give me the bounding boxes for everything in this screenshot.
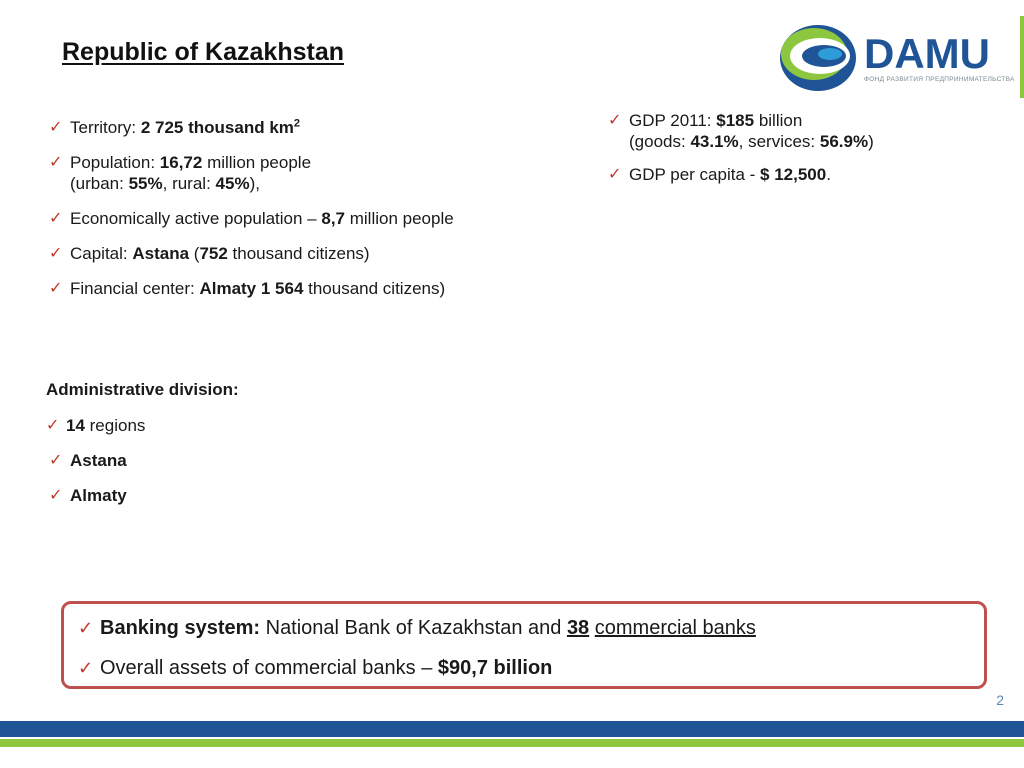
admin-division-heading: Administrative division: xyxy=(46,380,239,399)
list-item-bank-assets: ✓ Overall assets of commercial banks – $90,7 billion xyxy=(78,657,553,679)
footer-green-bar xyxy=(0,739,1024,747)
checkmark-icon: ✓ xyxy=(49,280,63,297)
checkmark-icon: ✓ xyxy=(49,154,63,171)
logo-wordmark: DAMU xyxy=(864,30,990,77)
checkmark-icon: ✓ xyxy=(49,245,63,262)
list-item-astana: ✓ Astana xyxy=(49,451,127,470)
list-item-gdp-per-capita: ✓ GDP per capita - $ 12,500. xyxy=(608,165,831,184)
checkmark-icon: ✓ xyxy=(78,658,94,678)
checkmark-icon: ✓ xyxy=(46,417,60,434)
slide-title: Republic of Kazakhstan xyxy=(62,38,344,66)
checkmark-icon: ✓ xyxy=(608,112,622,129)
accent-bar-top-right xyxy=(1020,16,1024,98)
checkmark-icon: ✓ xyxy=(78,618,94,638)
list-item-gdp: ✓ GDP 2011: $185 billion (goods: 43.1%, services: 56.9%) xyxy=(608,111,874,151)
list-item-almaty: ✓ Almaty xyxy=(49,486,127,505)
damu-logo-icon xyxy=(778,20,1008,100)
admin-division-list xyxy=(46,415,145,520)
footer-blue-bar xyxy=(0,721,1024,737)
list-item-population: ✓ Population: 16,72 million people (urban: 55%, rural: 45%), xyxy=(49,153,312,193)
list-item-territory: ✓ Territory: 2 725 thousand $km^2$ xyxy=(49,117,301,137)
banking-list xyxy=(76,616,756,696)
page-number: 2 xyxy=(996,692,1004,708)
list-item-banking-system: ✓ Banking system: National Bank of Kazakhstan and 38 commercial banks xyxy=(78,617,756,639)
checkmark-icon: ✓ xyxy=(49,119,63,136)
list-item-regions: ✓ 14 regions xyxy=(46,416,146,435)
list-item-active-population: ✓ Economically active population – 8,7 million people xyxy=(49,209,454,228)
banking-system-box xyxy=(61,601,987,689)
logo-subtitle: ФОНД РАЗВИТИЯ ПРЕДПРИНИМАТЕЛЬСТВА xyxy=(864,76,1015,83)
checkmark-icon: ✓ xyxy=(49,210,63,227)
list-item-capital: ✓ Capital: Astana (752 thousand citizens) xyxy=(49,244,370,263)
checkmark-icon: ✓ xyxy=(608,166,622,183)
economy-facts-list xyxy=(605,110,1005,197)
list-item-financial-center: ✓ Financial center: Almaty 1 564 thousand citizens) xyxy=(49,279,446,298)
checkmark-icon: ✓ xyxy=(49,452,63,469)
damu-logo xyxy=(778,20,1015,100)
checkmark-icon: ✓ xyxy=(49,487,63,504)
country-facts-list xyxy=(46,117,566,313)
